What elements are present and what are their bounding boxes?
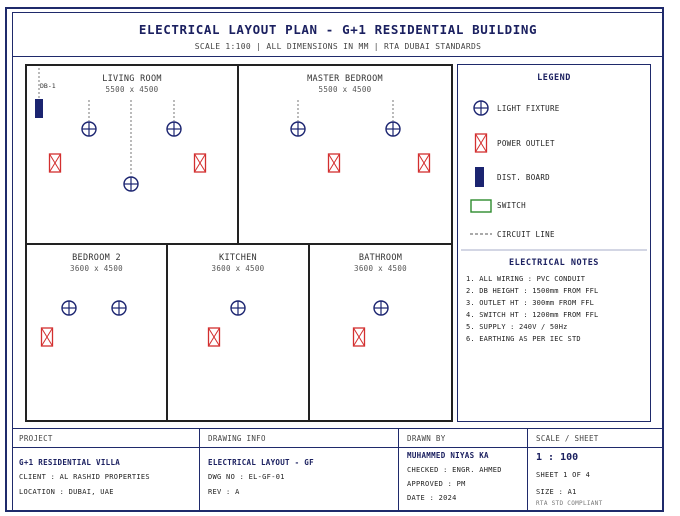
room-master-bedroom-name: MASTER BEDROOM [307, 74, 383, 84]
light-fixture-icon [82, 122, 96, 136]
project-name: G+1 RESIDENTIAL VILLA [19, 458, 121, 467]
light-fixture-icon [62, 301, 76, 315]
note-item: 3. OUTLET HT : 300mm FROM FFL [466, 299, 595, 307]
note-item: 4. SWITCH HT : 1200mm FROM FFL [466, 311, 599, 319]
legend-label-circuit-line: CIRCUIT LINE [497, 230, 555, 239]
room-kitchen-dims: 3600 x 4500 [211, 264, 265, 273]
room-bedroom-2-name: BEDROOM 2 [72, 253, 121, 263]
light-fixture-icon [291, 122, 305, 136]
power-outlet-icon [195, 154, 206, 172]
light-fixture-icon [386, 122, 400, 136]
drawing-info-heading: DRAWING INFO [208, 434, 266, 443]
light-fixture-icon [112, 301, 126, 315]
room-living-room-name: LIVING ROOM [102, 74, 162, 84]
drawn-by-name: MUHAMMED NIYAS KA [407, 451, 489, 460]
drawing-number: DWG NO : EL-GF-01 [208, 473, 285, 481]
title-block-divider [527, 428, 528, 512]
legend-label-dist-board: DIST. BOARD [497, 173, 550, 182]
page-title: ELECTRICAL LAYOUT PLAN - G+1 RESIDENTIAL BUILDING [138, 22, 538, 37]
note-item: 1. ALL WIRING : PVC CONDUIT [466, 275, 586, 283]
notes-title: ELECTRICAL NOTES [509, 258, 599, 268]
power-outlet-icon [42, 328, 53, 346]
light-fixture-icon [374, 301, 388, 315]
room-bathroom-name: BATHROOM [358, 253, 403, 263]
power-outlet-icon [50, 154, 61, 172]
legend-title: LEGEND [537, 73, 571, 83]
legend-label-switch: SWITCH [497, 201, 526, 210]
drawn-by-heading: DRAWN BY [407, 434, 446, 443]
title-block-divider [199, 428, 200, 512]
light-fixture-icon [124, 177, 138, 191]
light-fixture-icon [167, 122, 181, 136]
approved-by: APPROVED : PM [407, 480, 466, 488]
drawing-revision: REV : A [208, 488, 240, 496]
legend-label-light-fixture: LIGHT FIXTURE [497, 104, 560, 113]
light-fixture-icon [231, 301, 245, 315]
room-kitchen-name: KITCHEN [219, 253, 257, 263]
db-label: DB-1 [40, 82, 56, 90]
legend-label-power-outlet: POWER OUTLET [497, 139, 555, 148]
project-client: CLIENT : AL RASHID PROPERTIES [19, 473, 150, 481]
sheet-number: SHEET 1 OF 4 [536, 471, 591, 479]
power-outlet-icon [329, 154, 340, 172]
note-item: 5. SUPPLY : 240V / 50Hz [466, 323, 568, 331]
project-heading: PROJECT [19, 434, 53, 443]
drawing-name: ELECTRICAL LAYOUT - GF [208, 458, 314, 467]
compliance-note: RTA STD COMPLIANT [536, 500, 603, 507]
checked-by: CHECKED : ENGR. AHMED [407, 466, 502, 474]
room-master-bedroom-dims: 5500 x 4500 [318, 85, 372, 94]
power-outlet-icon [419, 154, 430, 172]
title-block-header-divider [12, 447, 664, 448]
drawing-date: DATE : 2024 [407, 494, 457, 502]
power-outlet-icon [354, 328, 365, 346]
scale-sheet-heading: SCALE / SHEET [536, 434, 599, 443]
sheet-size: SIZE : A1 [536, 488, 577, 496]
page-subtitle: SCALE 1:100 | ALL DIMENSIONS IN MM | RTA DUBAI STANDARDS [194, 42, 482, 51]
note-item: 2. DB HEIGHT : 1500mm FROM FFL [466, 287, 599, 295]
power-outlet-icon [209, 328, 220, 346]
note-item: 6. EARTHING AS PER IEC STD [466, 335, 581, 343]
title-block-divider [398, 428, 399, 512]
room-living-room-dims: 5500 x 4500 [105, 85, 159, 94]
room-bedroom-2-dims: 3600 x 4500 [70, 264, 123, 273]
room-bathroom-dims: 3600 x 4500 [354, 264, 407, 273]
project-location: LOCATION : DUBAI, UAE [19, 488, 114, 496]
legend-panel [457, 64, 651, 422]
scale-value: 1 : 100 [536, 452, 579, 463]
